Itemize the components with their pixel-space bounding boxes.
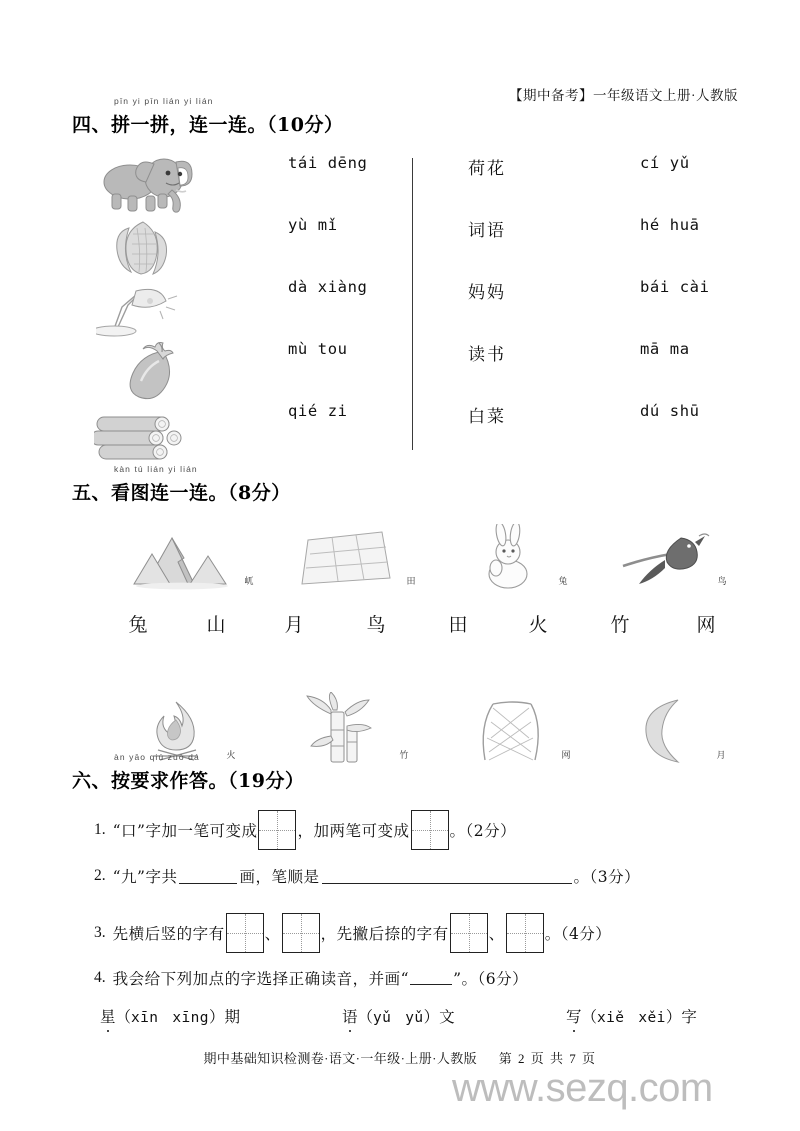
word-middle: 读书	[468, 345, 506, 365]
question-number: 1.	[94, 821, 106, 838]
word-middle: 荷花	[468, 159, 506, 179]
moon-image	[610, 678, 740, 764]
logs-image	[86, 402, 206, 464]
question-2	[94, 865, 640, 887]
character-row	[0, 610, 800, 646]
section-six-pinyin: àn yāo qiú zuò dá	[114, 752, 200, 762]
field-image	[290, 504, 420, 590]
bamboo-image	[288, 678, 418, 764]
char-option[interactable]: 鸟	[366, 614, 386, 636]
question-number: 4.	[94, 969, 106, 986]
pinyin-left: qié zi	[288, 402, 348, 420]
char-option[interactable]: 网	[696, 614, 716, 636]
watermark: www.sezq.com	[452, 1066, 713, 1110]
question-text: “口”字加一笔可变成	[112, 822, 258, 840]
match-row	[0, 154, 800, 216]
rabbit-image	[452, 504, 582, 590]
dotted-char: 语	[342, 1005, 358, 1027]
pinyin-choice-item[interactable]	[100, 1005, 240, 1027]
oracle-glyph-moon: 月	[716, 751, 726, 761]
question-text: 。（2分）	[449, 822, 517, 840]
oracle-glyph-net: 网	[561, 751, 571, 761]
pinyin-left: tái dēng	[288, 154, 368, 172]
trailing-char: 文	[439, 1008, 455, 1026]
answer-blank[interactable]	[410, 971, 452, 985]
pinyin-right: cí yǔ	[640, 154, 690, 172]
paren-open: （	[357, 1008, 374, 1026]
section-four-pinyin: pīn yi pīn lián yi lián	[114, 96, 214, 106]
section-four-heading	[72, 96, 344, 137]
oracle-glyph-mountain: 屼	[244, 577, 254, 587]
answer-blank[interactable]	[322, 869, 572, 884]
question-3	[94, 913, 611, 953]
eggplant-image	[86, 340, 206, 402]
question-text: 。（3分）	[573, 868, 641, 886]
char-option[interactable]: 竹	[610, 614, 630, 636]
pinyin-choice-item[interactable]	[566, 1005, 697, 1027]
corn-image	[86, 216, 206, 278]
bird-image	[606, 504, 736, 590]
tianzige-box[interactable]	[258, 810, 296, 850]
footer-title: 期中基础知识检测卷·语文·一年级·上册·人教版	[203, 1051, 478, 1066]
char-option[interactable]: 山	[206, 614, 226, 636]
tianzige-box[interactable]	[282, 913, 320, 953]
elephant-image	[86, 154, 206, 216]
question-text: ”。（6分）	[453, 970, 529, 988]
section-six-heading	[72, 752, 305, 793]
pinyin-right: dú shū	[640, 402, 700, 420]
question-number: 3.	[94, 924, 106, 941]
paren-close: ）	[423, 1008, 440, 1026]
pinyin-option-b[interactable]: xīng	[172, 1010, 209, 1026]
dotted-char: 写	[566, 1005, 582, 1027]
paren-close: ）	[665, 1008, 682, 1026]
answer-blank[interactable]	[179, 869, 237, 884]
pinyin-option-a[interactable]: yǔ	[373, 1010, 392, 1026]
question-text: 我会给下列加点的字选择正确读音，并画“	[112, 970, 410, 988]
section-five-body	[0, 498, 800, 768]
pinyin-choice-item[interactable]	[342, 1005, 455, 1027]
match-row	[0, 340, 800, 402]
section-four-title: 四、拼一拼，连一连。（10分）	[72, 114, 344, 136]
tianzige-box[interactable]	[506, 913, 544, 953]
question-text: “九”字共	[112, 868, 178, 886]
paren-open: （	[581, 1008, 598, 1026]
pinyin-right: bái cài	[640, 278, 710, 296]
match-row	[0, 278, 800, 340]
pinyin-left: mù tou	[288, 340, 348, 358]
word-middle: 妈妈	[468, 283, 506, 303]
tianzige-box[interactable]	[411, 810, 449, 850]
char-option[interactable]: 田	[448, 614, 468, 636]
oracle-glyph-rabbit: 兔	[558, 577, 568, 587]
pinyin-option-a[interactable]: xiě	[597, 1010, 625, 1026]
question-1	[94, 810, 516, 850]
mountain-image	[128, 504, 258, 590]
match-row	[0, 216, 800, 278]
question-text: ，加两笔可变成	[297, 822, 410, 840]
pinyin-left: yù mǐ	[288, 216, 338, 234]
separator: 、	[488, 925, 505, 943]
question-text: ，先撇后捺的字有	[320, 925, 449, 943]
pinyin-option-b[interactable]: xěi	[638, 1010, 666, 1026]
desk-lamp-image	[86, 278, 206, 340]
word-middle: 词语	[468, 221, 506, 241]
oracle-glyph-field: 田	[406, 577, 416, 587]
pinyin-option-b[interactable]: yǔ	[405, 1010, 424, 1026]
oracle-glyph-bamboo: 竹	[399, 751, 409, 761]
question-text: 。（4分）	[544, 925, 612, 943]
dotted-char: 星	[100, 1005, 116, 1027]
pinyin-left: dà xiàng	[288, 278, 368, 296]
question-4	[94, 967, 528, 989]
section-six-title: 六、按要求作答。（19分）	[72, 770, 305, 792]
page-header: 【期中备考】一年级语文上册·人教版	[509, 88, 738, 103]
pinyin-right: mā ma	[640, 340, 690, 358]
question-text: 画，笔顺是	[239, 868, 320, 886]
oracle-glyph-fire: 火	[226, 751, 236, 761]
trailing-char: 字	[681, 1008, 697, 1026]
tianzige-box[interactable]	[226, 913, 264, 953]
picture-row-top	[0, 504, 800, 590]
section-four-body	[0, 150, 800, 460]
paren-close: ）	[208, 1008, 225, 1026]
char-option[interactable]: 火	[528, 614, 548, 636]
char-option[interactable]: 月	[284, 614, 304, 636]
paren-open: （	[115, 1008, 132, 1026]
trailing-char: 期	[224, 1008, 240, 1026]
separator: 、	[264, 925, 281, 943]
word-middle: 白菜	[468, 407, 506, 427]
net-image	[452, 678, 582, 764]
section-five-pinyin: kàn tú lián yi lián	[114, 464, 198, 474]
match-row	[0, 402, 800, 464]
page-number: 第 2 页 共 7 页	[498, 1051, 597, 1066]
section-five-title: 五、看图连一连。（8分）	[72, 482, 291, 504]
oracle-glyph-bird: 鸟	[717, 577, 727, 587]
char-option[interactable]: 兔	[128, 614, 148, 636]
pinyin-option-a[interactable]: xīn	[131, 1010, 159, 1026]
pinyin-right: hé huā	[640, 216, 700, 234]
question-number: 2.	[94, 867, 106, 884]
question-text: 先横后竖的字有	[112, 925, 225, 943]
page-footer	[0, 1048, 800, 1067]
tianzige-box[interactable]	[450, 913, 488, 953]
